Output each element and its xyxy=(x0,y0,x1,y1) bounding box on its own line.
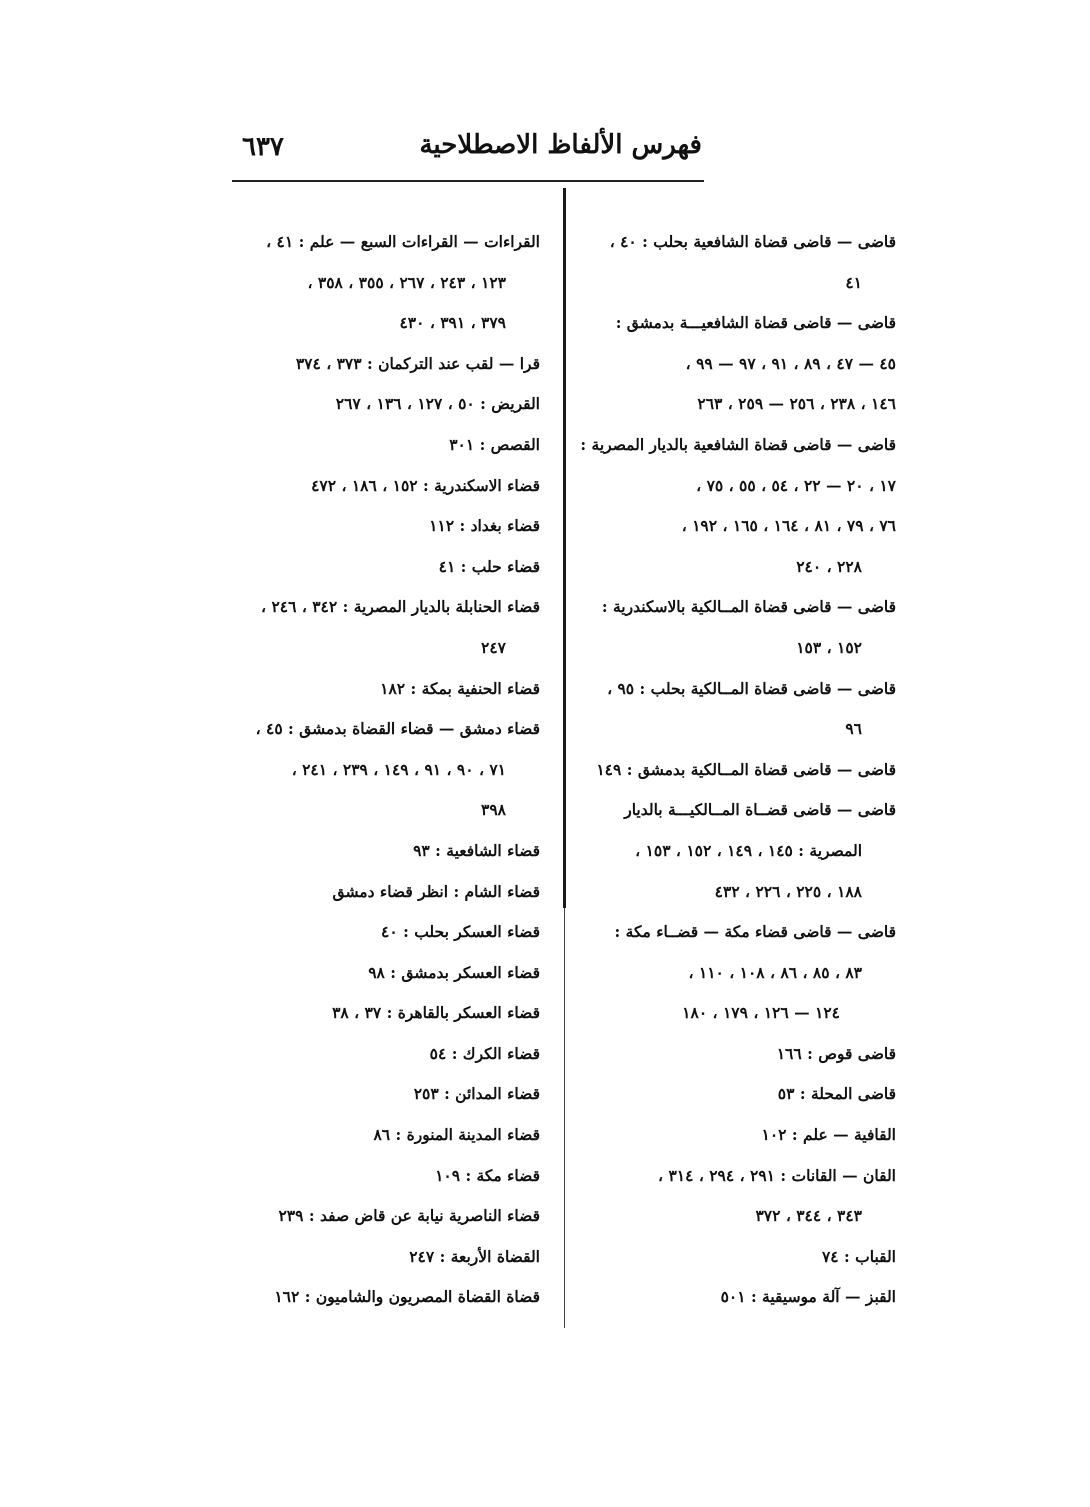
index-entry-line: ٩٦ xyxy=(845,719,862,739)
index-entry-line: قاضى المحلة : ٥٣ xyxy=(777,1084,896,1104)
index-entry-line: قضاء الكرك : ٥٤ xyxy=(429,1043,540,1063)
index-entry-line: قضاء الناصرية نيابة عن قاض صفد : ٢٣٩ xyxy=(278,1206,540,1226)
index-entry-line: ٧١ ، ٩٠ ، ٩١ ، ١٤٩ ، ٢٣٩ ، ٢٤١ ، xyxy=(291,759,506,779)
index-entry-line: ٨٣ ، ٨٥ ، ٨٦ ، ١٠٨ ، ١١٠ ، xyxy=(688,962,862,982)
index-entry-line: المصرية : ١٤٥ ، ١٤٩ ، ١٥٢ ، ١٥٣ ، xyxy=(635,840,862,860)
index-entry-line: القصص : ٣٠١ xyxy=(449,434,540,454)
index-entry-line: قضاء الشام : انظر قضاء دمشق xyxy=(332,881,540,901)
index-entry-line: قضاء العسكر بالقاهرة : ٣٧ ، ٣٨ xyxy=(332,1003,540,1023)
index-entry-line: قضاء العسكر بحلب : ٤٠ xyxy=(381,922,540,942)
index-entry-line: ٢٢٨ ، ٢٤٠ xyxy=(796,556,862,576)
index-entry-line: ٣٧٩ ، ٣٩١ ، ٤٣٠ xyxy=(399,313,506,333)
index-entry-line: قاضى — قاضى قضاة المــالكية بحلب : ٩٥ ، xyxy=(607,678,896,698)
index-entry-line: قاضى — قاضى قضاة المــالكية بدمشق : ١٤٩ xyxy=(596,759,896,779)
index-entry-line: القان — القانات : ٢٩١ ، ٢٩٤ ، ٣١٤ ، xyxy=(658,1165,896,1185)
index-column-right xyxy=(580,222,896,1318)
index-entry-line: ١٧ ، ٢٠ — ٢٢ ، ٥٤ ، ٥٥ ، ٧٥ ، xyxy=(696,475,896,495)
index-entry-line: قضاء العسكر بدمشق : ٩٨ xyxy=(368,962,540,982)
index-entry-line: قضاء دمشق — قضاء القضاة بدمشق : ٤٥ ، xyxy=(255,719,540,739)
index-entry-line: قضاء بغداد : ١١٢ xyxy=(429,516,540,536)
index-entry-line: قاضى — قاضى قضاة الشافعية بحلب : ٤٠ ، xyxy=(609,232,896,251)
index-entry-line: ١٤٦ ، ٢٣٨ ، ٢٥٦ — ٢٥٩ ، ٢٦٣ xyxy=(697,394,896,414)
index-entry-line: ٢٤٧ xyxy=(481,637,506,657)
index-entry-line: قاضى — قاضى قضاء مكة — قضــاء مكة : xyxy=(614,922,896,942)
index-entry-line: قضاء الشافعية : ٩٣ xyxy=(413,840,540,860)
index-entry-line: قضاء الاسكندرية : ١٥٢ ، ١٨٦ ، ٤٧٢ xyxy=(311,475,540,495)
page-title: فهرس الألفاظ الاصطلاحية xyxy=(419,130,702,160)
index-entry-line: ٤٥ — ٤٧ ، ٨٩ ، ٩١ ، ٩٧ — ٩٩ ، xyxy=(685,353,896,373)
index-entry-line: ٤١ xyxy=(845,272,862,292)
column-divider xyxy=(563,188,566,908)
index-entry-line: قاضى — قاضى قضــاة المــالكيـــة بالديار xyxy=(624,800,896,820)
index-entry-line: ٧٦ ، ٧٩ ، ٨١ ، ١٦٤ ، ١٦٥ ، ١٩٢ ، xyxy=(681,516,896,536)
index-entry-line: قاضى قوص : ١٦٦ xyxy=(776,1043,896,1063)
index-entry-line: ١٢٤ — ١٢٦ ، ١٧٩ ، ١٨٠ xyxy=(682,1003,840,1023)
index-entry-line: قضاء الحنفية بمكة : ١٨٢ xyxy=(380,678,540,698)
index-entry-line: ٣٤٣ ، ٣٤٤ ، ٣٧٢ xyxy=(755,1206,862,1226)
index-entry-line: قضاء الحنابلة بالديار المصرية : ٣٤٢ ، ٢٤٦ ، xyxy=(261,597,540,617)
index-entry-line: القافية — علم : ١٠٢ xyxy=(761,1125,896,1145)
index-entry-line: قضاة القضاة المصريون والشاميون : ١٦٢ xyxy=(274,1287,540,1307)
index-entry-line: قضاء المدينة المنورة : ٨٦ xyxy=(373,1125,540,1145)
index-column-left xyxy=(236,222,540,1318)
index-entry-line: ١٥٢ ، ١٥٣ xyxy=(796,637,862,657)
index-entry-line: القضاة الأربعة : ٢٤٧ xyxy=(409,1246,540,1266)
index-entry-line: ١٢٣ ، ٢٤٣ ، ٢٦٧ ، ٣٥٥ ، ٣٥٨ ، xyxy=(307,272,506,292)
index-entry-line: قاضى — قاضى قضاة المــالكية بالاسكندرية : xyxy=(601,597,896,617)
index-entry-line: القباب : ٧٤ xyxy=(821,1246,896,1266)
index-entry-line: قضاء المدائن : ٢٥٣ xyxy=(413,1084,540,1104)
page-number: ٦٣٧ xyxy=(242,132,284,162)
index-entry-line: القبز — آلة موسيقية : ٥٠١ xyxy=(720,1287,896,1307)
index-entry-line: ١٨٨ ، ٢٢٥ ، ٢٢٦ ، ٤٣٢ xyxy=(714,881,862,901)
index-entry-line: قضاء مكة : ١٠٩ xyxy=(435,1165,540,1185)
index-entry-line: قضاء حلب : ٤١ xyxy=(438,556,540,576)
index-entry-line: قرا — لقب عند التركمان : ٣٧٣ ، ٣٧٤ xyxy=(295,353,540,373)
column-divider-lower xyxy=(564,908,565,1328)
index-entry-line: القراءات — القراءات السبع — علم : ٤١ ، xyxy=(266,232,540,251)
index-entry-line: قاضى — قاضى قضاة الشافعية بالديار المصرية : xyxy=(580,434,896,454)
index-entry-line: القريض : ٥٠ ، ١٢٧ ، ١٣٦ ، ٢٦٧ xyxy=(335,394,540,414)
page-header xyxy=(232,130,702,180)
header-rule xyxy=(232,180,704,182)
index-entry-line: قاضى — قاضى قضاة الشافعيـــة بدمشق : xyxy=(615,313,896,333)
index-entry-line: ٣٩٨ xyxy=(481,800,506,820)
